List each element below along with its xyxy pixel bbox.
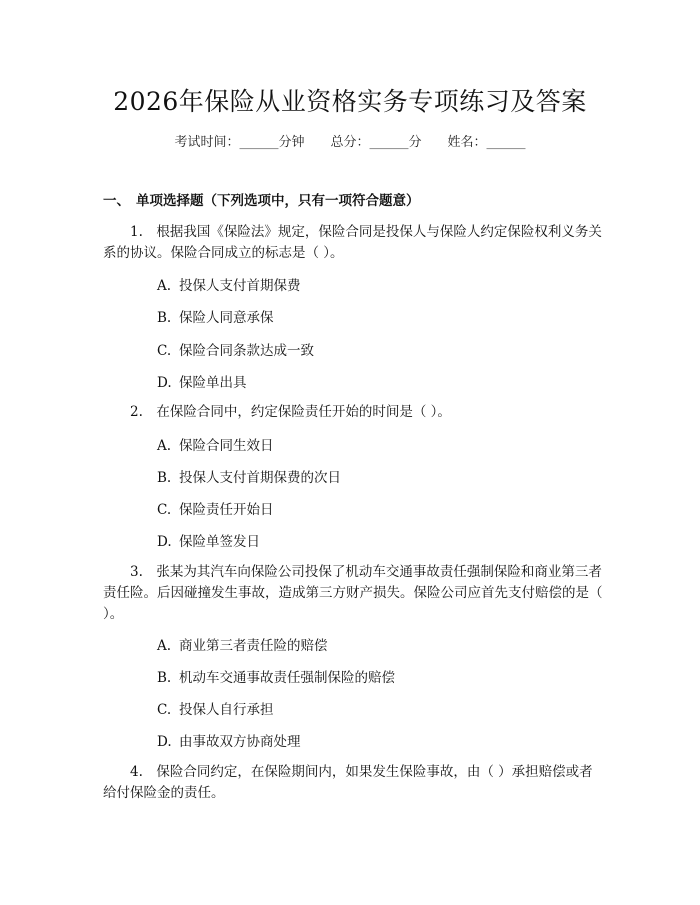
document-title: 2026年保险从业资格实务专项练习及答案	[113, 87, 587, 116]
option-letter: D.	[157, 734, 172, 750]
question-2-option-b	[157, 466, 341, 486]
option-text: 机动车交通事故责任强制保险的赔偿	[179, 670, 395, 686]
question-1-option-a	[157, 274, 301, 294]
option-letter: D.	[157, 375, 172, 391]
option-text: 投保人自行承担	[179, 702, 274, 718]
option-text: 保险人同意承保	[179, 310, 274, 326]
exam-name: 姓名：______	[447, 135, 526, 150]
option-letter: A.	[157, 638, 172, 654]
exam-score: 总分：______分	[330, 135, 422, 150]
question-1-option-d	[157, 371, 247, 391]
option-letter: A.	[157, 438, 172, 454]
question-3-option-b	[157, 666, 395, 686]
option-text: 保险单签发日	[179, 534, 260, 550]
option-letter: C.	[157, 343, 172, 359]
question-1-option-c	[157, 339, 314, 359]
question-1-option-b	[157, 306, 274, 326]
question-3-option-d	[157, 730, 301, 750]
option-letter: C.	[157, 502, 172, 518]
question-3-option-c	[157, 698, 274, 718]
section-heading	[103, 189, 420, 209]
question-4: 4. 保险合同约定，在保险期间内，如果发生保险事故，由（ ）承担赔偿或者给付保险金的责任。	[103, 764, 593, 801]
option-letter: C.	[157, 702, 172, 718]
exam-meta	[0, 131, 700, 150]
option-text: 保险单出具	[179, 375, 247, 391]
question-2-option-c	[157, 498, 274, 518]
option-text: 投保人支付首期保费	[179, 278, 301, 294]
option-text: 投保人支付首期保费的次日	[179, 470, 341, 486]
option-letter: B.	[157, 670, 172, 686]
question-2-option-d	[157, 530, 260, 550]
question-1: 1. 根据我国《保险法》规定，保险合同是投保人与保险人约定保险权利义务关系的协议。保险合同成立的标志是（ ）。	[103, 224, 602, 261]
section-label: 单项选择题（下列选项中，只有一项符合题意）	[136, 193, 420, 209]
option-letter: D.	[157, 534, 172, 550]
option-letter: B.	[157, 470, 172, 486]
question-2-option-a	[157, 434, 274, 454]
option-letter: A.	[157, 278, 172, 294]
option-text: 保险合同条款达成一致	[179, 343, 314, 359]
option-text: 由事故双方协商处理	[179, 734, 301, 750]
section-number: 一、	[103, 193, 130, 209]
option-letter: B.	[157, 310, 172, 326]
question-3: 3. 张某为其汽车向保险公司投保了机动车交通事故责任强制保险和商业第三者责任险。后因碰撞发生事故，造成第三方财产损失。保险公司应首先支付赔偿的是（ ）。	[103, 564, 603, 622]
option-text: 保险责任开始日	[179, 502, 274, 518]
option-text: 保险合同生效日	[179, 438, 274, 454]
question-3-option-a	[157, 634, 328, 654]
question-2: 2. 在保险合同中，约定保险责任开始的时间是（ ）。	[130, 404, 451, 420]
option-text: 商业第三者责任险的赔偿	[179, 638, 328, 654]
exam-time: 考试时间：______分钟	[174, 135, 305, 150]
